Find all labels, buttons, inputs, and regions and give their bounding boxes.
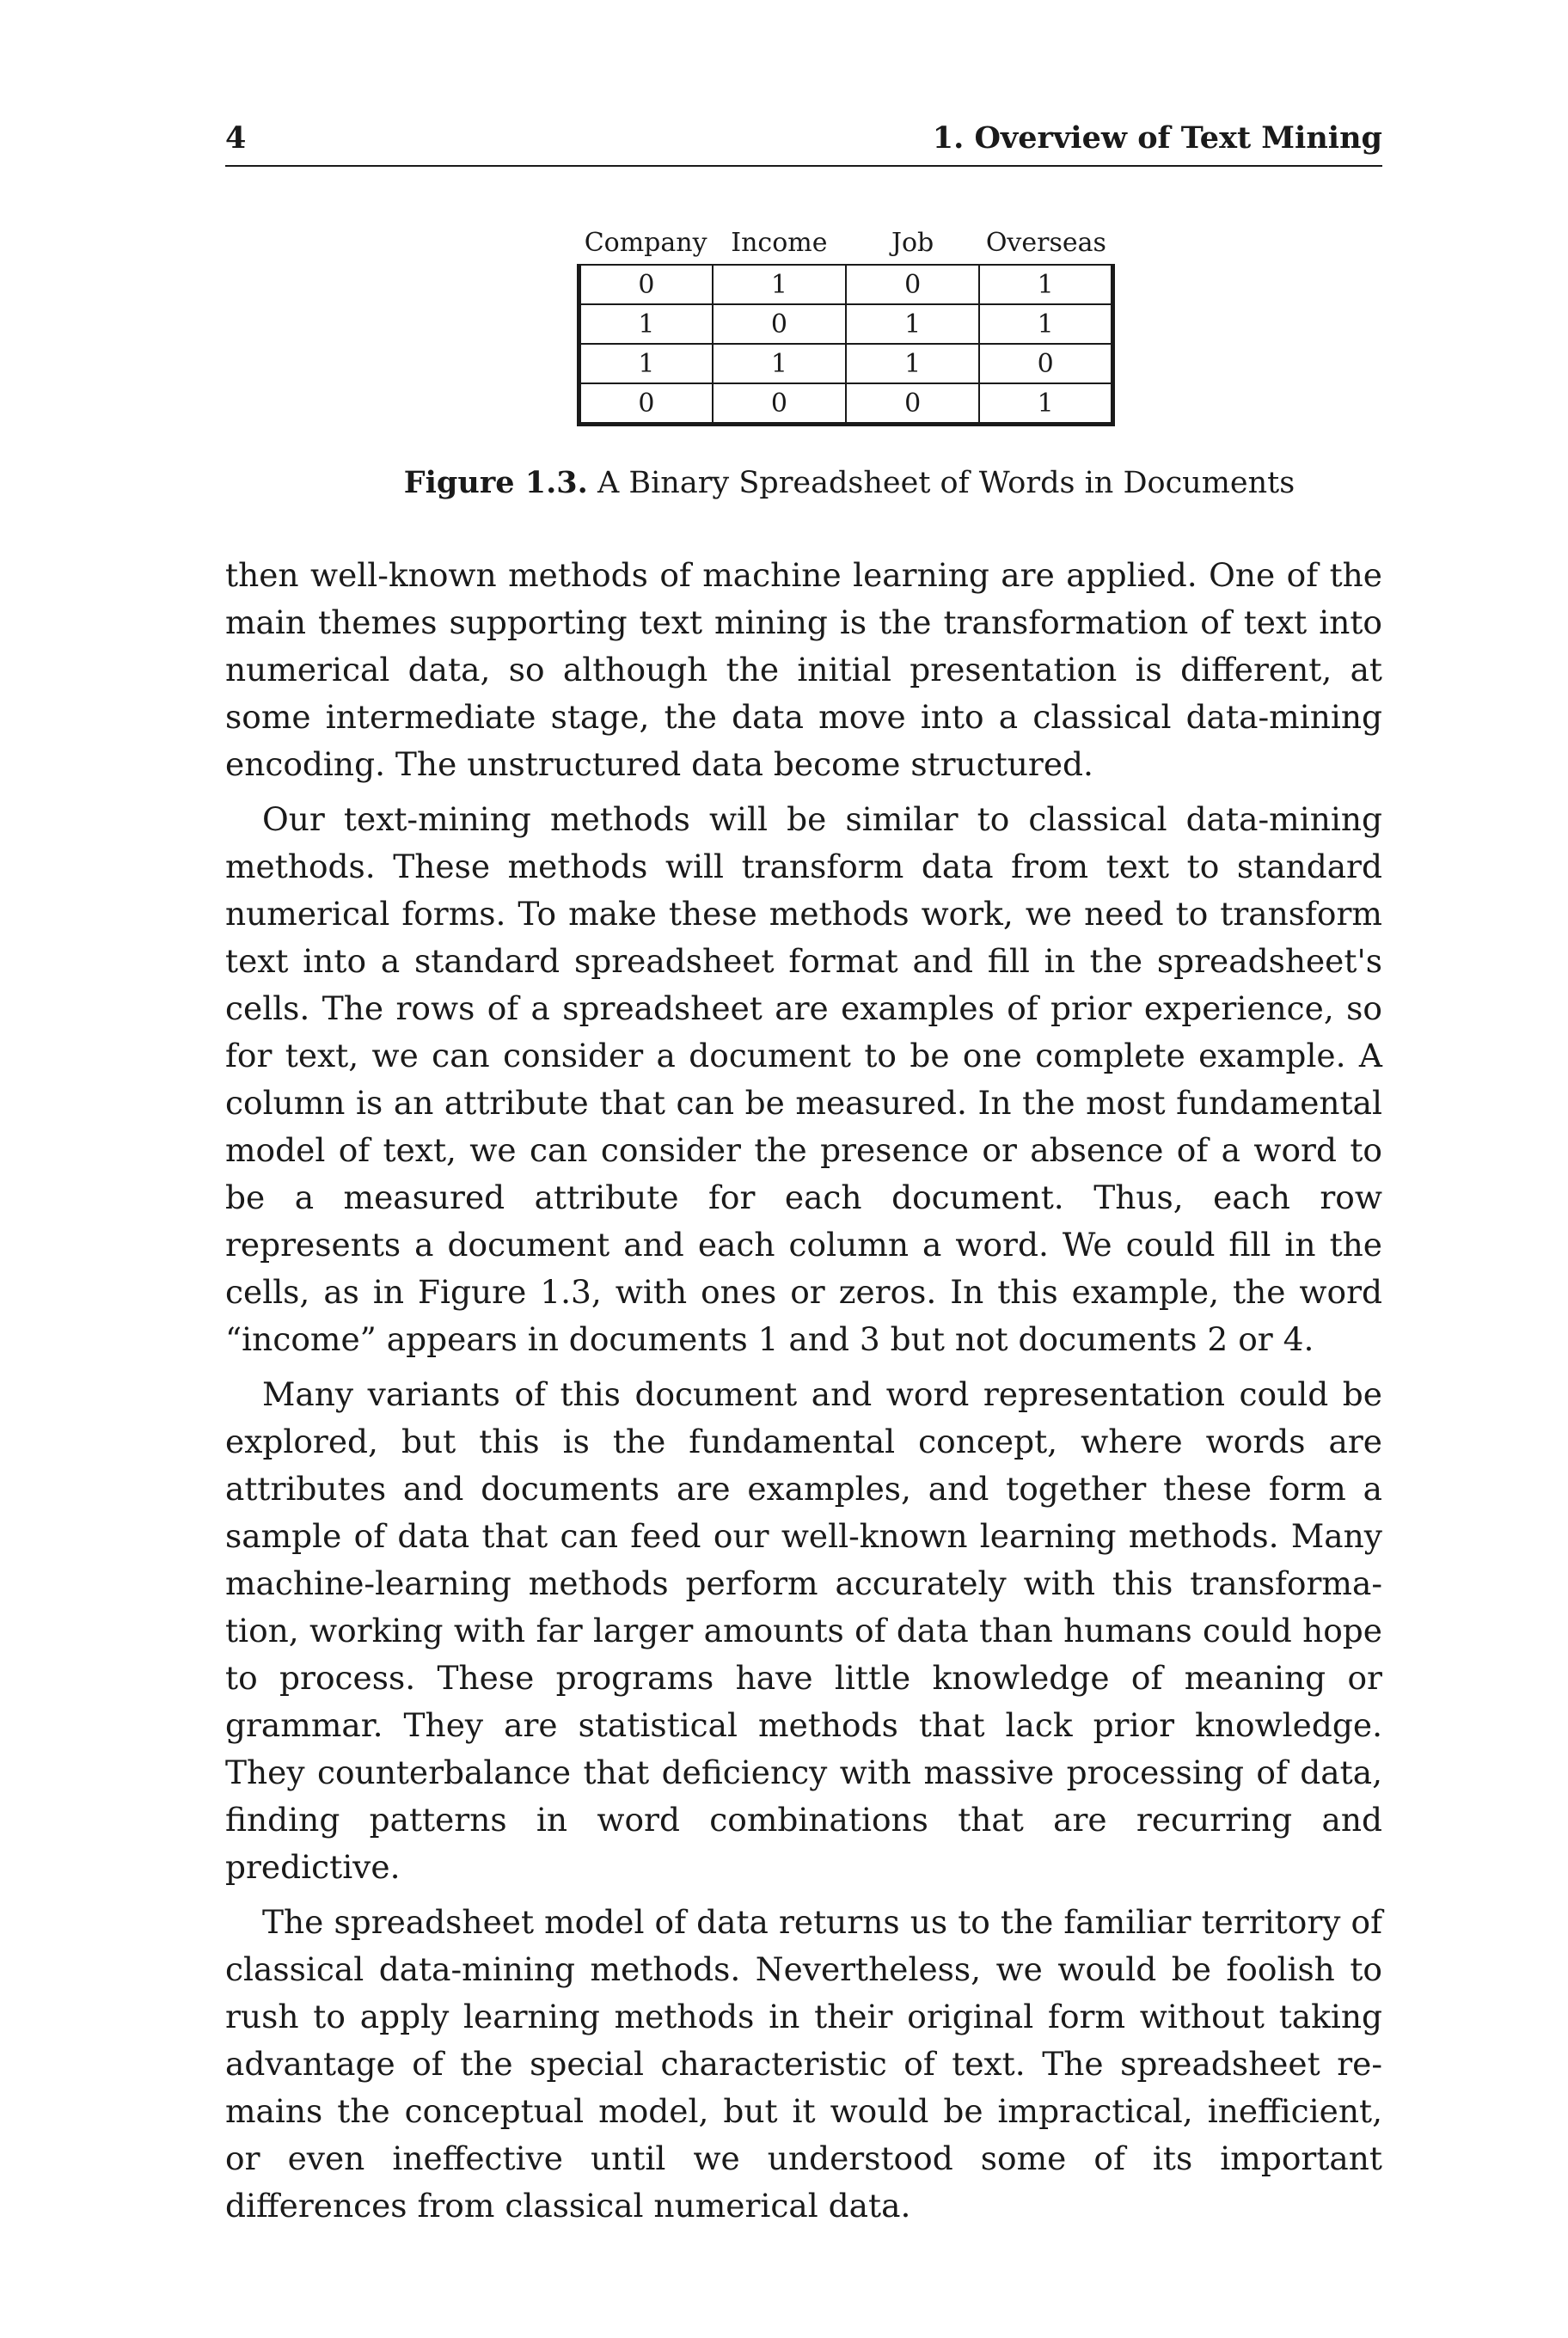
table-cell: 1: [579, 304, 713, 344]
figure-caption-label: Figure 1.3.: [403, 465, 588, 500]
figure-1-3: [225, 221, 1382, 500]
table-cell: 0: [713, 383, 846, 425]
table-row: [579, 383, 1113, 425]
table-cell: 1: [846, 344, 979, 383]
table-cell: 1: [713, 265, 846, 304]
page-number: 4: [225, 120, 247, 156]
book-page: [225, 120, 1382, 2230]
table-cell: 0: [713, 304, 846, 344]
table-row: [579, 304, 1113, 344]
table-row: [579, 265, 1113, 304]
table-cell: 0: [579, 265, 713, 304]
chapter-title: 1. Overview of Text Mining: [932, 120, 1382, 156]
table-cell: 1: [979, 304, 1112, 344]
figure-caption: [271, 465, 1428, 500]
table-cell: 1: [979, 383, 1112, 425]
column-header-job: Job: [891, 227, 934, 258]
table-row: [579, 344, 1113, 383]
table-cell: 0: [846, 383, 979, 425]
body-text: [225, 552, 1382, 2230]
column-header-company: Company: [584, 227, 707, 258]
paragraph: Our text-mining methods will be similar to classical data-mining methods. These methods will transform data from text to standard numerical forms. To make these methods work, we need to transform text into a standard spreadsheet format and fill in the spreadsheet's cells. The rows of a spreadsheet are examples of prior experience, so for text, we can consider a document to be one complete example. A column is an attribute that can be measured. In the most fundamental model of text, we can consider the presence or absence of a word to be a measured attribute for each document. Thus, each row represents a document and each column a word. We could fill in the cells, as in Figure 1.3, with ones or zeros. In this example, the word “income” appears in documents 1 and 3 but not documents 2 or 4.: [225, 800, 1382, 1358]
paragraph-continued: then well-known methods of machine learning are applied. One of the main themes supporting text mining is the transformation of text into numerical data, so although the initial presentation is different, at some intermediate stage, the data move into a classical data-mining encoding. The unstructured data become structured.: [225, 556, 1382, 783]
figure-caption-text: A Binary Spreadsheet of Words in Documents: [597, 466, 1295, 500]
table-cell: 0: [579, 383, 713, 425]
column-header-income: Income: [731, 227, 828, 258]
table-cell: 1: [713, 344, 846, 383]
table-header-row: [579, 221, 1113, 265]
column-header-overseas: Overseas: [985, 227, 1106, 258]
table-cell: 1: [979, 265, 1112, 304]
table-cell: 0: [846, 265, 979, 304]
table-cell: 1: [579, 344, 713, 383]
running-head: [225, 120, 1382, 167]
binary-spreadsheet-table: [577, 221, 1115, 426]
paragraph: Many variants of this document and word representation could be explored, but this is the fundamental concept, where words are attributes and documents are examples, and together these form a sample of data that can feed our well-known learning methods. Many machine-learning methods perform accurately with this transforma-tion, working with far larger amounts of data than humans could hope to process. These programs have little knowledge of meaning or grammar. They are statistical methods that lack prior knowledge. They counterbalance that deficiency with massive processing of data, finding patterns in word combinations that are recurring and predictive.: [225, 1375, 1382, 1886]
table-cell: 1: [846, 304, 979, 344]
paragraph: The spreadsheet model of data returns us to the familiar territory of classical data-mining methods. Nevertheless, we would be foolish to rush to apply learning methods in their original form without taking advantage of the special characteristic of text. The spreadsheet re-mains the conceptual model, but it would be impractical, inefficient, or even ineffective until we understood some of its important differences from classical numerical data.: [225, 1903, 1382, 2225]
table-cell: 0: [979, 344, 1112, 383]
